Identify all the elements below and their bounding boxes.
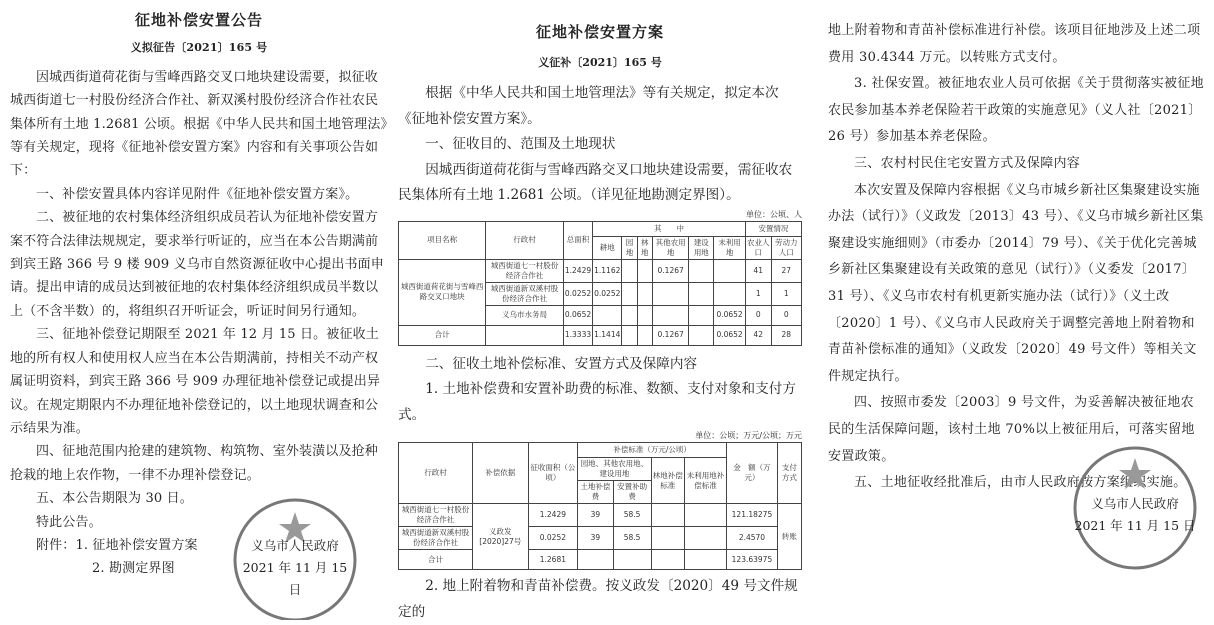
compensation-table: [398, 442, 802, 570]
table-cell: 城西街道新双溪村股份经济合作社: [399, 527, 473, 550]
table-cell: [651, 504, 684, 527]
sign-date: 2021 年 11 月 15 日: [242, 560, 348, 597]
table-cell: [622, 305, 637, 325]
table-cell: [637, 259, 652, 282]
table-cell: [622, 259, 637, 282]
plan-column: [398, 0, 802, 625]
table-cell: [714, 259, 746, 282]
table-cell: [684, 527, 726, 550]
plan-paragraph: 本次安置及保障内容根据《义乌市城乡新社区集聚建设实施办法（试行）》（义政发〔2013〕43 号）、《义乌市城乡新社区集聚建设实施细则》（市委办〔2014〕79 号）、《关于优化完善城乡新社区集聚建设有关政策的意见（试行）》（义委发〔2017〕31 号）、《义乌市农村有机更新实施办法（试行）》（义土改〔2020〕1 号）、《义乌市人民政府关于调整完善地上附着物和青苗补偿标准的通知》（义政发〔2020〕49 号文件）等相关文件规定执行。: [828, 182, 1204, 384]
col-header: 林地补偿标准: [651, 458, 684, 504]
announcement-paragraph: 因城西街道荷花街与雪峰西路交叉口地块建设需要，拟征收城西街道七一村股份经济合作社、新双溪村股份经济合作社农民集体所有土地 1.2681 公顷。根据《中华人民共和国土地管理法》等有关规定，现将《征地补偿安置方案》内容和有关事项公告如下：: [10, 69, 388, 179]
table-cell: [684, 550, 726, 570]
table-cell: 41: [745, 259, 771, 282]
plan-continued-column: [828, 0, 1206, 497]
table-cell: 58.5: [613, 527, 651, 550]
table-cell: 39: [578, 527, 613, 550]
table-cell: 1.2681: [528, 550, 578, 570]
land-status-table: [398, 221, 802, 346]
attachment-1: 附件：1. 征地补偿安置方案: [36, 537, 198, 553]
plan-title: 征地补偿安置方案: [535, 23, 664, 41]
plan-paragraph: 地上附着物和青苗补偿标准进行补偿。该项目征地涉及上述二项费用 30.4344 万元。以转账方式支付。: [828, 23, 1201, 65]
table-cell: [689, 259, 714, 282]
table-cell: 0.0652: [563, 305, 592, 325]
table-row: [399, 550, 802, 570]
col-header: 其 中: [593, 221, 746, 236]
table-cell: 城西街道新双溪村股份经济合作社: [486, 282, 564, 305]
table1-unit: 单位：公顷、人: [746, 209, 802, 219]
announcement-paragraph: 五、本公告期限为 30 日。: [36, 491, 193, 507]
table-cell: 0.0252: [593, 282, 622, 305]
table-cell: [593, 305, 622, 325]
table-cell: 0.0652: [714, 305, 746, 325]
col-header: 劳动力人口: [771, 236, 801, 259]
table-cell: 0: [771, 305, 801, 325]
table-cell: 121.18275: [727, 504, 778, 527]
announcement-title: 征地补偿安置公告: [134, 11, 263, 29]
col-header: 建设用地: [689, 236, 714, 259]
col-header: 耕地: [593, 236, 622, 259]
table-cell: 1: [745, 282, 771, 305]
announcement-paragraph: 二、被征地的农村集体经济组织成员若认为征地补偿安置方案不符合法律法规规定，要求举行听证的，应当在本公告期满前到宾王路 366 号 9 楼 909 义乌市自然资源征收中心提出书面申请。提出申请的成员达到被征地的农村集体经济组织成员半数以上（不含半数）的，将组织召开听证会，听证时间另行通知。: [10, 210, 384, 319]
plan-doc-number: 义征补〔2021〕165 号: [538, 55, 662, 69]
table-cell: 42: [745, 325, 771, 345]
col-header: 安置补助费: [613, 481, 651, 504]
table-cell: [486, 325, 564, 345]
table-cell: 2.4570: [727, 527, 778, 550]
col-header: 补偿依据: [472, 443, 528, 504]
table-cell: 合计: [399, 550, 473, 570]
table-cell: 123.63975: [727, 550, 778, 570]
announcement-paragraph: 四、征地范围内抢建的建筑物、构筑物、室外装潢以及抢种抢栽的地上农作物，一律不办理补偿登记。: [10, 444, 378, 483]
table-cell: 1: [771, 282, 801, 305]
table-cell: [613, 550, 651, 570]
table-cell: 合计: [399, 325, 486, 345]
table-cell: 0.1267: [652, 259, 688, 282]
table-cell: [651, 527, 684, 550]
table-cell: [714, 282, 746, 305]
announcement-signature: [235, 535, 355, 601]
col-header: 未利用地补偿标准: [684, 458, 726, 504]
plan-paragraph: 1. 土地补偿费和安置补助费的标准、数额、支付对象和支付方式。: [398, 381, 796, 423]
table-cell: [637, 305, 652, 325]
table-cell: 城西街道七一村股份经济合作社: [399, 504, 473, 527]
col-header: 林地: [637, 236, 652, 259]
table-cell: [652, 305, 688, 325]
col-header: 农业人口: [745, 236, 771, 259]
table-cell: 义政发[2020]27号: [472, 504, 528, 570]
plan-paragraph: 根据《中华人民共和国土地管理法》等有关规定，拟定本次《征地补偿安置方案》。: [398, 85, 779, 127]
table-total-row: [399, 325, 802, 345]
table-cell: 1.3333: [563, 325, 592, 345]
table-cell: 0: [745, 305, 771, 325]
sign-date: 2021 年 11 月 15 日: [1074, 518, 1196, 533]
table-cell: 0.0252: [528, 527, 578, 550]
plan-paragraph: 五、土地征收经批准后，由市人民政府按方案组织实施。: [854, 475, 1187, 491]
col-header: 补偿标准（万元/公顷）: [578, 443, 727, 458]
announcement-paragraph: 特此公告。: [36, 514, 102, 530]
announcement-paragraph: 一、补偿安置具体内容详见附件《征地补偿安置方案》。: [36, 186, 359, 202]
table-cell: [652, 282, 688, 305]
table-cell: 0.1267: [652, 325, 688, 345]
table-cell: [637, 325, 652, 345]
table-cell: 27: [771, 259, 801, 282]
col-header: 行政村: [486, 221, 564, 259]
table-cell: [651, 550, 684, 570]
table-row: [399, 504, 802, 527]
table-cell: 城西街道七一村股份经济合作社: [486, 259, 564, 282]
table-cell: 1.1162: [593, 259, 622, 282]
col-header: 未利用地: [714, 236, 746, 259]
table-cell: [689, 325, 714, 345]
table-row: [399, 259, 802, 282]
col-header: 安置情况: [745, 221, 801, 236]
col-header: 支付方式: [777, 443, 801, 504]
col-header: 总面积: [563, 221, 592, 259]
col-header: 园地、其他农用地、建设用地: [578, 458, 651, 481]
col-header: 行政村: [399, 443, 473, 504]
table-cell: [622, 282, 637, 305]
col-header: 其他农用地: [652, 236, 688, 259]
plan-signature: [1065, 493, 1205, 537]
plan-heading: 一、征收目的、范围及土地现状: [425, 136, 616, 152]
announcement-doc-number: 义拟征告〔2021〕165 号: [130, 41, 268, 55]
table-cell: 1.2429: [563, 259, 592, 282]
signer: 义乌市人民政府: [1091, 496, 1179, 511]
plan-paragraph: 因城西街道荷花街与雪峰西路交叉口地块建设需要，需征收农民集体所有土地 1.2681 公顷。（详见征地勘测定界图）。: [398, 161, 793, 203]
table-row: [399, 527, 802, 550]
table-cell: 1.2429: [528, 504, 578, 527]
col-header: 园地: [622, 236, 637, 259]
col-header: 项目名称: [399, 221, 486, 259]
table-cell: [637, 282, 652, 305]
table-cell: 39: [578, 504, 613, 527]
table-cell: [689, 305, 714, 325]
plan-heading: 三、农村村民住宅安置方式及保障内容: [854, 155, 1081, 171]
table-cell: 0.0252: [563, 282, 592, 305]
col-header: 土地补偿费: [578, 481, 613, 504]
table-cell: 28: [771, 325, 801, 345]
table-cell: [684, 504, 726, 527]
plan-heading: 二、征收土地补偿标准、安置方式及保障内容: [425, 355, 698, 372]
col-header: 金 额（万元）: [727, 443, 778, 504]
table-cell: 转账: [777, 504, 801, 570]
table-cell: [622, 325, 637, 345]
attachment-2: 2. 勘测定界图: [92, 561, 175, 577]
table-cell: [578, 550, 613, 570]
table-cell: 0.0652: [714, 325, 746, 345]
table-cell: 1.1414: [593, 325, 622, 345]
signer: 义乌市人民政府: [251, 538, 339, 553]
announcement-paragraph: 三、征地补偿登记期限至 2021 年 12 月 15 日。被征收土地的所有权人和使用权人应当在本公告期满前，持相关不动产权属证明资料，到宾王路 366 号 909 办理征地补偿登记或提出异议。在规定期限内不办理征地补偿登记的，以土地现状调查和公示结果为准。: [10, 327, 381, 436]
col-header: 征收面积（公顷）: [528, 443, 578, 504]
table-cell: 58.5: [613, 504, 651, 527]
table2-unit: 单位：公顷；万元/公顷；万元: [695, 431, 802, 440]
plan-paragraph: 四、按照市委发〔2003〕9 号文件，为妥善解决被征地农民的生活保障问题，该村土地 70%以上被征用后，可落实留地安置政策。: [828, 395, 1195, 464]
table-cell: 城西街道荷花街与雪峰西路交叉口地块: [399, 259, 486, 325]
plan-paragraph: 2. 地上附着物和青苗补偿费。按义政发〔2020〕49 号文件规定的: [398, 578, 798, 620]
table-cell: 义乌市水务局: [486, 305, 564, 325]
table-cell: [689, 282, 714, 305]
plan-paragraph: 3. 社保安置。被征地农业人员可依据《关于贯彻落实被征地农民参加基本养老保险若干政策的实施意见》（义人社〔2021〕26 号）参加基本养老保险。: [828, 76, 1204, 145]
